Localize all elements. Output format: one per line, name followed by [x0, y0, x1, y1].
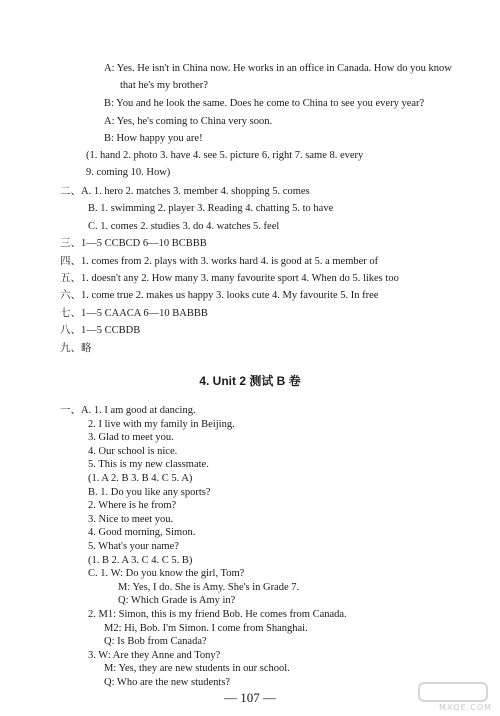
text-line: (1. A 2. B 3. B 4. C 5. A)	[88, 473, 193, 484]
text-line: 4. Our school is nice.	[88, 445, 178, 457]
text-line: 3. W: Are they Anne and Tony?	[88, 649, 221, 661]
text-line: that he's my brother?	[120, 80, 208, 91]
text-line: B: How happy you are!	[104, 133, 203, 144]
text-line: 六、1. come true 2. makes us happy 3. looks cute 4. My favourite 5. In free	[60, 290, 379, 301]
text-line: Q: Who are the new students?	[104, 677, 231, 688]
text-line: 一、A. 1. I am good at dancing.	[60, 405, 196, 416]
text-line: M: Yes, they are new students in our school.	[104, 663, 290, 675]
text-line: 五、1. doesn't any 2. How many 3. many favourite sport 4. When do 5. likes too	[60, 273, 399, 284]
text-line: A: Yes. He isn't in China now. He works in an office in Canada. How do you know	[104, 63, 452, 74]
page-number: — 107 —	[224, 690, 276, 705]
text-line: B: You and he look the same. Does he come to China to see you every year?	[104, 98, 425, 109]
section-heading: 4. Unit 2 测试 B 卷	[199, 374, 301, 388]
text-line: M2: Hi, Bob. I'm Simon. I come from Shanghai.	[104, 622, 308, 634]
text-line: 八、1—5 CCBDB	[60, 325, 141, 336]
text-line: 2. M1: Simon, this is my friend Bob. He comes from Canada.	[88, 609, 347, 620]
watermark-text: MXQE.COM	[438, 703, 492, 712]
text-line: 5. This is my new classmate.	[88, 459, 209, 471]
text-line: 三、1—5 CCBCD 6—10 BCBBB	[60, 238, 207, 249]
watermark-mark	[418, 682, 488, 702]
watermark-logo	[414, 682, 492, 712]
text-line: 二、A. 1. hero 2. matches 3. member 4. shopping 5. comes	[60, 186, 310, 197]
text-line: M: Yes, I do. She is Amy. She's in Grade 7.	[118, 581, 300, 593]
text-line: 3. Glad to meet you.	[88, 432, 174, 444]
text-line: Q: Which Grade is Amy in?	[118, 595, 236, 607]
text-line: A: Yes, he's coming to China very soon.	[104, 116, 273, 127]
text-line: 九、略	[60, 343, 92, 354]
text-line: 七、1—5 CAACA 6—10 BABBB	[60, 308, 208, 319]
text-line: 四、1. comes from 2. plays with 3. works hard 4. is good at 5. a member of	[60, 256, 379, 267]
text-line: 4. Good morning, Simon.	[88, 527, 196, 539]
text-line: 5. What's your name?	[88, 541, 179, 552]
text-line: 2. Where is he from?	[88, 500, 177, 512]
text-line: B. 1. Do you like any sports?	[88, 486, 211, 498]
text-line: C. 1. W: Do you know the girl, Tom?	[88, 568, 245, 580]
text-line: 3. Nice to meet you.	[88, 513, 174, 525]
text-line: 2. I live with my family in Beijing.	[88, 418, 235, 430]
text-line: Q: Is Bob from Canada?	[104, 636, 207, 648]
text-line: (1. B 2. A 3. C 4. C 5. B)	[88, 554, 193, 566]
text-line: C. 1. comes 2. studies 3. do 4. watches 5. feel	[88, 221, 280, 232]
text-line: (1. hand 2. photo 3. have 4. see 5. picture 6. right 7. same 8. every	[86, 150, 364, 161]
text-line: B. 1. swimming 2. player 3. Reading 4. chatting 5. to have	[88, 203, 334, 214]
text-line: 9. coming 10. How)	[86, 167, 171, 178]
